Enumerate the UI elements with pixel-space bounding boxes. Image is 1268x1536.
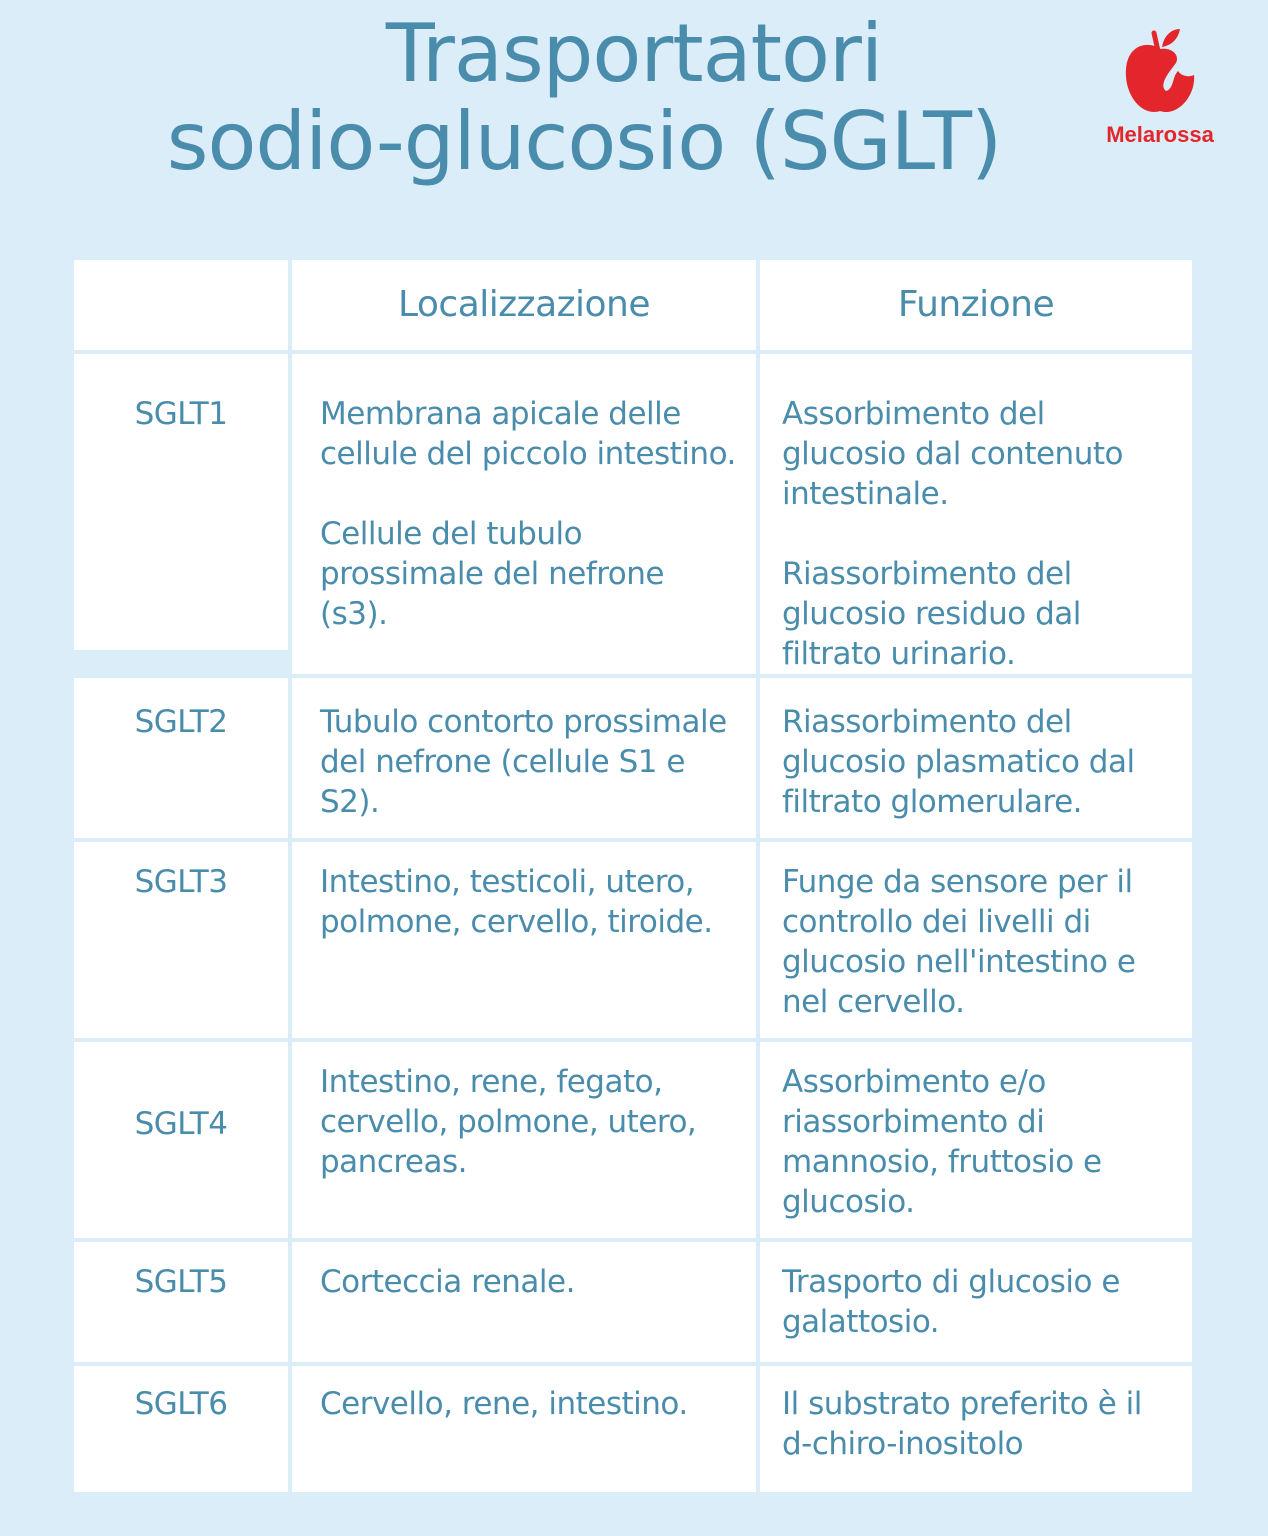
text-line: Intestino, rene, fegato, cervello, polmone, utero, pancreas. <box>320 1064 697 1180</box>
localizzazione-cell <box>292 1366 756 1492</box>
text-line: Membrana apicale delle cellule del piccolo intestino. <box>320 396 736 472</box>
apple-icon <box>1120 25 1200 120</box>
text-line: Tubulo contorto prossimale del nefrone (cellule S1 e S2). <box>320 704 727 820</box>
header-localizzazione: Localizzazione <box>292 260 756 350</box>
localizzazione-cell <box>292 678 756 838</box>
text-line: Intestino, testicoli, utero, polmone, cervello, tiroide. <box>320 864 713 940</box>
melarossa-logo[interactable] <box>1090 25 1230 148</box>
header-funzione: Funzione <box>760 260 1192 350</box>
row-name: SGLT3 <box>74 842 288 1038</box>
funzione-cell <box>760 678 1192 838</box>
brand-name: Melarossa <box>1106 122 1214 147</box>
text-line: Trasporto di glucosio e galattosio. <box>782 1264 1120 1340</box>
text-line: Riassorbimento del glucosio plasmatico dal filtrato glomerulare. <box>782 704 1135 820</box>
funzione-cell <box>760 1366 1192 1492</box>
localizzazione-cell <box>292 842 756 1038</box>
text-line: Riassorbimento del glucosio residuo dal filtrato urinario. <box>782 556 1081 672</box>
row-name: SGLT1 <box>74 354 288 650</box>
funzione-cell <box>760 1242 1192 1362</box>
text-line: Il substrato preferito è il d-chiro-inositolo <box>782 1386 1142 1462</box>
funzione-cell <box>760 1042 1192 1238</box>
funzione-cell <box>760 842 1192 1038</box>
text-line: Cellule del tubulo prossimale del nefrone (s3). <box>320 516 664 632</box>
text-line: Assorbimento e/o riassorbimento di mannosio, fruttosio e glucosio. <box>782 1064 1102 1220</box>
localizzazione-cell <box>292 354 756 674</box>
funzione-cell <box>760 354 1192 674</box>
row-name: SGLT5 <box>74 1242 288 1362</box>
text-line: Corteccia renale. <box>320 1264 575 1300</box>
row-name: SGLT6 <box>74 1366 288 1492</box>
text-line: Cervello, rene, intestino. <box>320 1386 688 1422</box>
text-line: Assorbimento del glucosio dal contenuto intestinale. <box>782 396 1123 512</box>
row-name: SGLT4 <box>74 1042 288 1238</box>
page-title <box>0 7 1268 188</box>
localizzazione-cell <box>292 1042 756 1238</box>
sglt-table <box>74 260 1192 1492</box>
text-line: Funge da sensore per il controllo dei livelli di glucosio nell'intestino e nel cervello. <box>782 864 1136 1020</box>
localizzazione-cell <box>292 1242 756 1362</box>
header-blank <box>74 260 288 350</box>
title-line-1: Trasportatori <box>385 7 883 100</box>
title-line-2: sodio-glucosio (SGLT) <box>166 95 1002 188</box>
row-name: SGLT2 <box>74 678 288 838</box>
